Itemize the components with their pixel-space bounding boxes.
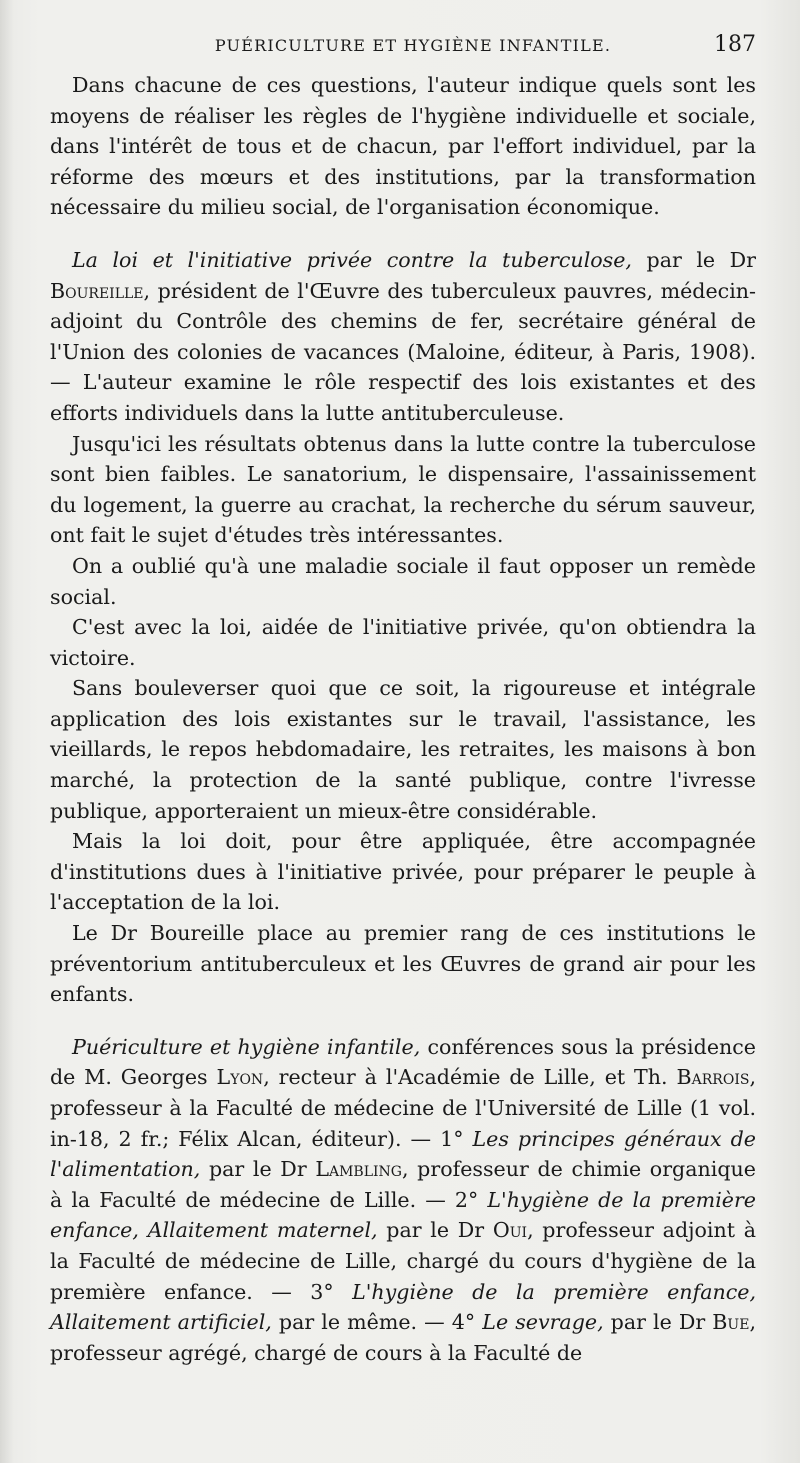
author-boureille: Boureille [50, 278, 144, 303]
paragraph-8: Le Dr Boureille place au premier rang de ces institutions le préventorium antituberculeux et les Œuvres de grand air pour les enfants. [50, 921, 756, 1007]
body-text [50, 70, 756, 1368]
text-span: conférences sous la présidence de M. Georges [50, 1034, 756, 1090]
text-span: , professeur adjoint à la Faculté de médecine de Lille, chargé du cours d'hygiène de la première enfance. — 3° [50, 1218, 757, 1304]
text-span: par le même. — 4° [271, 1310, 483, 1335]
text-span: , professeur à la Faculté de médecine de l'Université de Lille (1 vol. in-18, 2 fr.; Félix Alcan, éditeur). — 1° [50, 1065, 756, 1151]
paragraph-2 [50, 245, 756, 429]
paragraph-1: Dans chacune de ces questions, l'auteur indique quels sont les moyens de réaliser les règles de l'hygiène individuelle et sociale, dans l'intérêt de tous et de chacun, par l'effort individuel, par la réforme des mœurs et des institutions, par la transformation nécessaire du milieu social, de l'organisation économique. [50, 73, 756, 220]
lecture-title-3: L'hygiène de la première enfance, Allaitement artificiel, [50, 1279, 756, 1335]
text-span: par le Dr [631, 247, 756, 272]
author-bue: Bue [712, 1310, 750, 1335]
lecture-title-4: Le sevrage, [482, 1310, 604, 1335]
paragraph-4: On a oublié qu'à une maladie sociale il faut opposer un remède social. [50, 553, 756, 609]
book-title-2: Puériculture et hygiène infantile, [72, 1034, 421, 1059]
paragraph-7: Mais la loi doit, pour être appliquée, être accompagnée d'institutions dues à l'initiative privée, pour préparer le peuple à l'acceptation de la loi. [50, 829, 756, 915]
running-head [50, 32, 756, 70]
book-title-1: La loi et l'initiative privée contre la tuberculose, [72, 247, 632, 272]
text-span: par le Dr [200, 1157, 316, 1182]
paragraph-6: Sans bouleverser quoi que ce soit, la rigoureuse et intégrale application des lois existantes sur le travail, l'assistance, les vieillards, le repos hebdomadaire, les retraites, les maisons à bon marché, la protection de la santé publique, contre l'ivresse publique, apporteraient un mieux-être considérable. [50, 676, 756, 823]
lecture-title-2: L'hygiène de la première enfance, Allaitement maternel, [50, 1187, 756, 1243]
author-lambling: Lambling [315, 1157, 402, 1182]
lecture-title-1: Les principes généraux de l'alimentation, [50, 1126, 756, 1182]
page-number: 187 [714, 32, 756, 57]
paragraph-3: Jusqu'ici les résultats obtenus dans la lutte contre la tuberculose sont bien faibles. Le sanatorium, le dispensaire, l'assainissement du logement, la guerre au crachat, la recherche du sérum sauveur, ont fait le sujet d'études très intéressantes. [50, 431, 756, 548]
author-barrois: Barrois [676, 1065, 750, 1090]
running-title: PUÉRICULTURE ET HYGIÈNE INFANTILE. [214, 36, 612, 55]
text-span: par le Dr [377, 1218, 493, 1243]
author-oui: Oui [492, 1218, 528, 1243]
paragraph-5: C'est avec la loi, aidée de l'initiative privée, qu'on obtiendra la victoire. [50, 615, 756, 670]
text-span: , professeur agrégé, chargé de cours à la Faculté de [50, 1310, 756, 1365]
text-span: par le Dr [603, 1310, 713, 1335]
text-span: , professeur de chimie organique à la Faculté de médecine de Lille. — 2° [50, 1157, 756, 1212]
author-lyon: Lyon [216, 1065, 264, 1090]
text-span: , recteur à l'Académie de Lille, et Th. [263, 1065, 677, 1090]
paragraph-9 [50, 1032, 756, 1369]
text-span: , président de l'Œuvre des tuberculeux pauvres, médecin-adjoint du Contrôle des chemins de fer, secrétaire général de l'Union des colonies de vacances (Maloine, éditeur, à Paris, 1908). — L'auteur examine le rôle respectif des lois existantes et des efforts individuels dans la lutte antituberculeuse. [50, 278, 756, 425]
